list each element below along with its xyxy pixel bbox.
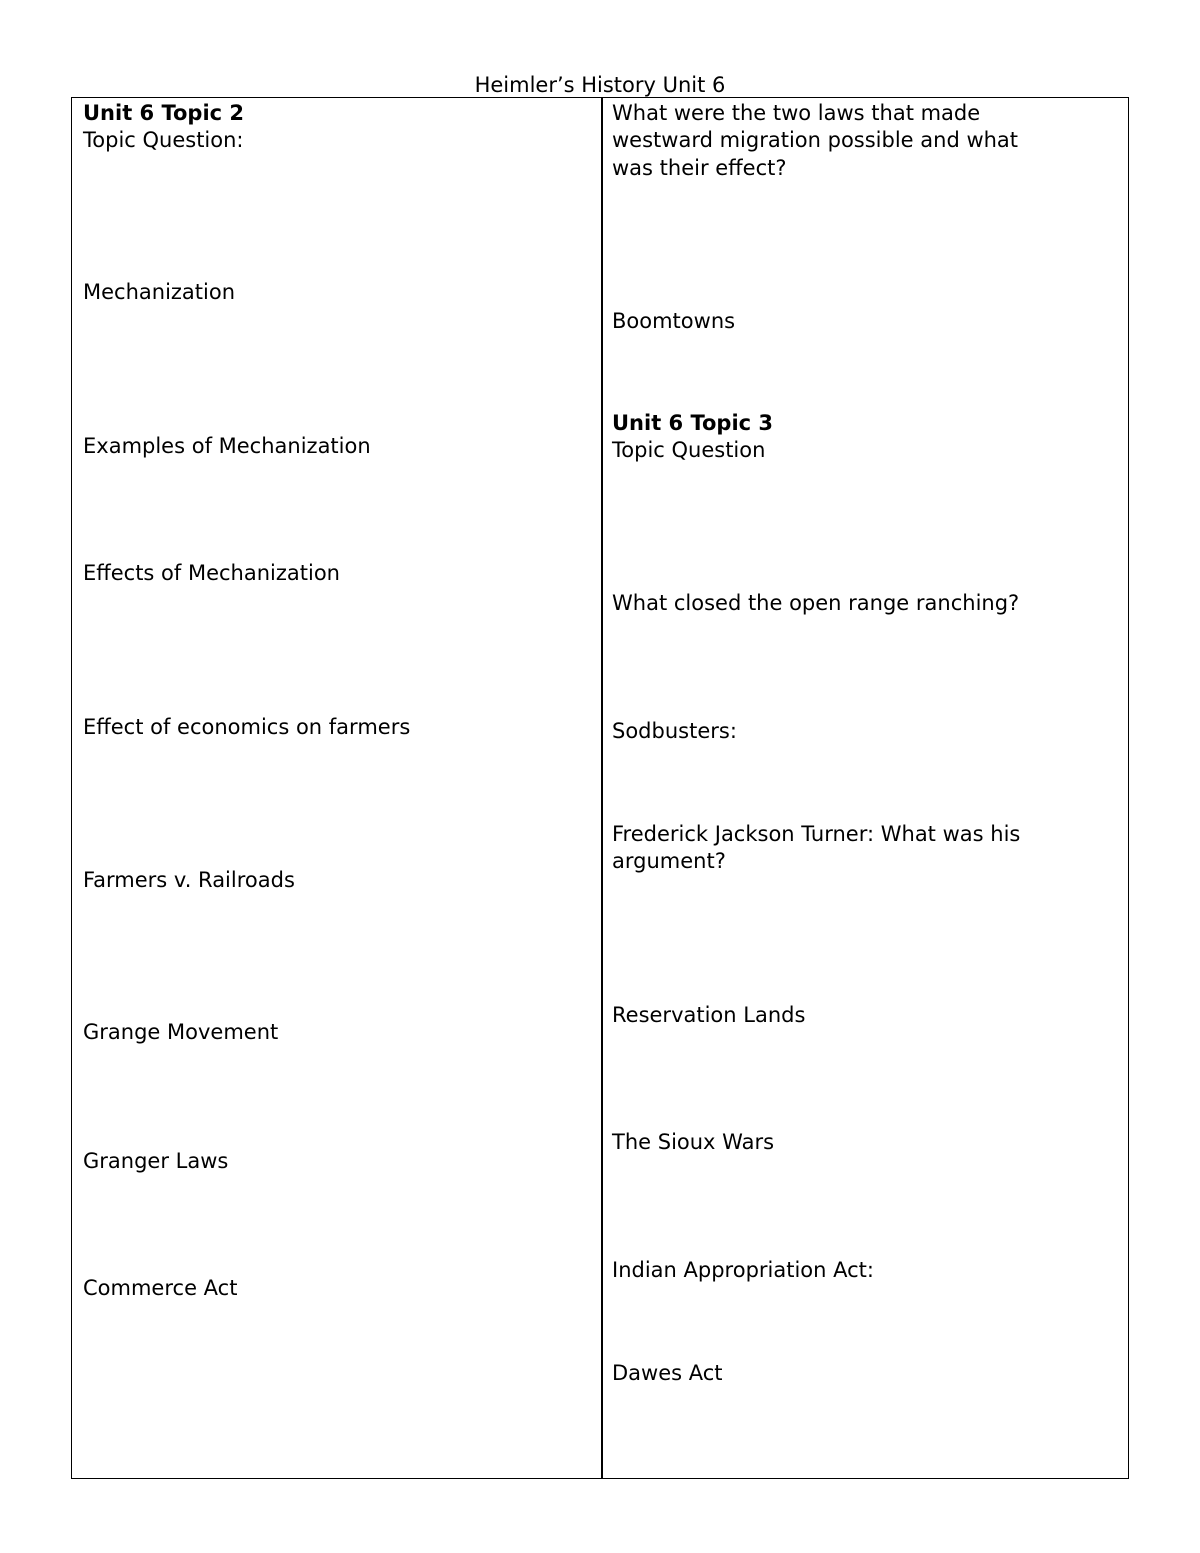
notes-table [71,97,1129,1479]
prompt-sodbusters: Sodbusters: [612,719,737,743]
westward-question-line-1: What were the two laws that made [612,101,981,125]
prompt-indian-appropriation-act: Indian Appropriation Act: [612,1258,874,1282]
prompt-boomtowns: Boomtowns [612,309,736,333]
westward-question-line-3: was their effect? [612,156,787,180]
page-title: Heimler’s History Unit 6 [474,73,726,97]
prompt-mechanization: Mechanization [83,280,236,304]
prompt-dawes-act: Dawes Act [612,1361,723,1385]
westward-question-line-2: westward migration possible and what [612,128,1019,152]
topic-3-heading: Unit 6 Topic 3 [612,411,774,435]
prompt-open-range: What closed the open range ranching? [612,591,1020,615]
topic-2-heading: Unit 6 Topic 2 [83,101,245,125]
prompt-economics-on-farmers: Effect of economics on farmers [83,715,411,739]
topic-3-question-label: Topic Question [612,438,766,462]
turner-question-line-1: Frederick Jackson Turner: What was his [612,822,1021,846]
prompt-granger-laws: Granger Laws [83,1149,229,1173]
column-divider [601,98,603,1478]
prompt-farmers-v-railroads: Farmers v. Railroads [83,868,295,892]
prompt-grange-movement: Grange Movement [83,1020,279,1044]
prompt-commerce-act: Commerce Act [83,1276,238,1300]
topic-2-question-label: Topic Question: [83,128,244,152]
prompt-effects-of-mechanization: Effects of Mechanization [83,561,340,585]
prompt-examples-of-mechanization: Examples of Mechanization [83,434,371,458]
prompt-reservation-lands: Reservation Lands [612,1003,806,1027]
turner-question-line-2: argument? [612,849,726,873]
prompt-sioux-wars: The Sioux Wars [612,1130,775,1154]
